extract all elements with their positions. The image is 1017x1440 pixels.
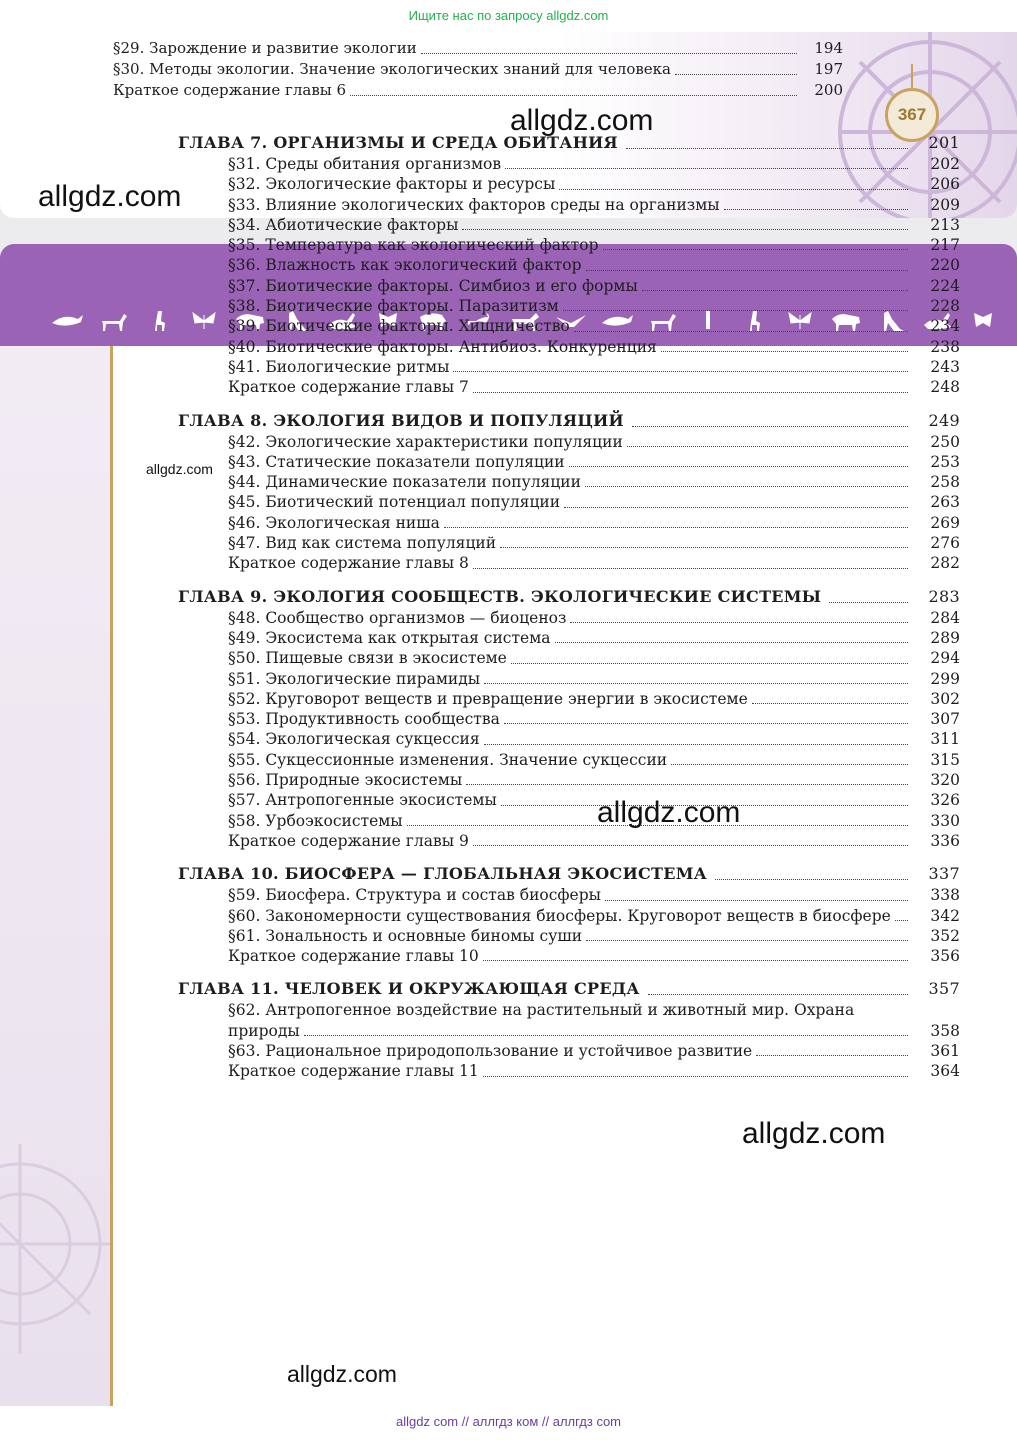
page-number: 320 [930,771,960,790]
toc-entry[interactable] [228,811,960,831]
toc-entry[interactable] [228,255,960,275]
section-list [178,885,960,966]
toc-entry[interactable] [228,831,960,851]
leader-dots [586,939,908,941]
section-title: §56. Природные экосистемы [228,771,463,790]
leader-dots [504,722,908,724]
section-title: §37. Биотические факторы. Симбиоз и его формы [228,276,638,295]
chapter-gap [178,398,960,410]
section-list [178,432,960,574]
section-title: §58. Урбоэкосистемы [228,811,403,830]
page-number: 209 [930,195,960,214]
leader-dots [724,208,908,210]
previous-toc [113,38,843,101]
section-title: Краткое содержание главы 10 [228,947,479,966]
toc-entry[interactable] [228,628,960,648]
page-number: 224 [930,276,960,295]
page-number: 289 [930,628,960,647]
chapter-heading[interactable] [178,410,960,432]
leader-dots [895,919,908,921]
toc-entry[interactable] [228,1021,960,1041]
toc-entry[interactable]: Краткое содержание главы 6 200 [113,81,843,99]
page-number: 364 [930,1062,960,1081]
section-title: Краткое содержание главы 8 [228,554,469,573]
chapter-heading[interactable] [178,863,960,885]
toc-entry-wrapped-line[interactable]: §62. Антропогенное воздействие на растительный и животный мир. Охрана [228,1001,855,1020]
watermark: allgdz.com [510,104,654,137]
section-list [178,1000,960,1081]
toc-entry[interactable] [228,174,960,194]
section-title: §60. Закономерности существования биосферы. Круговорот веществ в биосфере [228,906,891,925]
gold-margin-rule [110,346,113,1406]
chapter-heading[interactable] [178,586,960,608]
table-of-contents [178,132,960,1082]
section-title: §50. Пищевые связи в экосистеме [228,649,507,668]
toc-entry[interactable] [228,195,960,215]
toc-entry[interactable] [228,296,960,316]
page-number: 357 [928,979,960,999]
page-number: 276 [930,534,960,553]
page-number: 299 [930,669,960,688]
watermark: allgdz.com [146,461,213,477]
chapter-title: ГЛАВА 10. БИОСФЕРА — ГЛОБАЛЬНАЯ ЭКОСИСТЕМА [178,864,708,884]
page-number: 234 [930,317,960,336]
page-number: 217 [930,236,960,255]
toc-entry[interactable] [228,513,960,533]
page-number: 330 [930,811,960,830]
toc-entry[interactable] [228,750,960,770]
leader-dots [626,147,908,149]
page-number: 284 [930,608,960,627]
section-title: Краткое содержание главы 9 [228,831,469,850]
leader-dots [483,1075,908,1077]
toc-entry[interactable] [228,906,960,926]
toc-entry[interactable] [228,946,960,966]
page-number: 302 [930,689,960,708]
page-number: 248 [930,378,960,397]
leader-dots [473,567,908,569]
leader-dots [505,167,908,169]
page-number: 294 [930,649,960,668]
page-number: 337 [928,864,960,884]
dolphin-icon [50,309,84,333]
page-number: 243 [930,357,960,376]
section-title: §45. Биотический потенциал популяции [228,493,561,512]
page-number: 263 [930,493,960,512]
watermark: allgdz.com [38,180,182,213]
toc-entry[interactable] [228,729,960,749]
page-number: 307 [930,710,960,729]
toc-entry[interactable] [228,1041,960,1061]
section-title: §46. Экологическая ниша [228,513,440,532]
section-title: §48. Сообщество организмов — биоценоз [228,608,567,627]
page-number: 220 [930,256,960,275]
page-number: 258 [930,473,960,492]
page-number: 338 [930,886,960,905]
section-title: §49. Экосистема как открытая система [228,628,551,647]
page-number: 201 [928,133,960,152]
toc-entry[interactable] [228,533,960,553]
toc-entry[interactable] [228,608,960,628]
leader-dots [715,878,908,880]
leader-dots [574,330,908,332]
chapter-title: ГЛАВА 7. ОРГАНИЗМЫ И СРЕДА ОБИТАНИЯ [178,133,618,152]
chapter-title: ГЛАВА 8. ЭКОЛОГИЯ ВИДОВ И ПОПУЛЯЦИЙ [178,410,624,430]
section-title: §57. Антропогенные экосистемы [228,791,497,810]
leader-dots [648,993,908,995]
moth-icon [966,309,1000,333]
toc-entry[interactable] [228,926,960,946]
page-number-badge: 367 [885,88,939,142]
section-title: §34. Абиотические факторы [228,215,459,234]
leader-dots [627,445,908,447]
page-number: 238 [930,337,960,356]
section-title: §32. Экологические факторы и ресурсы [228,175,556,194]
giraffe-icon [142,309,176,333]
watermark: allgdz.com [742,1117,886,1150]
leader-dots [484,743,908,745]
leader-dots [466,783,908,785]
section-title: §63. Рациональное природопользование и устойчивое развитие [228,1041,753,1060]
leader-dots [444,526,908,528]
section-title: §55. Сукцессионные изменения. Значение сукцессии [228,750,668,769]
toc-entry[interactable] [228,885,960,905]
leader-dots [569,465,908,467]
page-number: 356 [930,947,960,966]
chapter-heading[interactable] [178,132,960,154]
watermark: allgdz.com [287,1361,397,1387]
page-number: 326 [930,791,960,810]
section-title: §51. Экологические пирамиды [228,669,481,688]
page-number: 202 [930,155,960,173]
toc-entry[interactable] [228,492,960,512]
toc-entry[interactable] [228,316,960,336]
leader-dots [564,506,908,508]
page-number: 342 [930,906,960,925]
bottom-banner[interactable]: allgdz com // аллгдз ком // аллгдз com [0,1406,1017,1440]
toc-entry[interactable] [228,337,960,357]
chapter-gap [178,574,960,586]
toc-entry[interactable] [228,472,960,492]
toc-entry[interactable] [228,689,960,709]
watermark: allgdz.com [597,796,741,829]
section-title: §44. Динамические показатели популяции [228,473,581,492]
leader-dots [483,959,908,961]
deer-icon [96,309,130,333]
toc-entry[interactable]: §30. Методы экологии. Значение экологических знаний для человека 197 [113,60,843,78]
page-number: 361 [930,1041,960,1060]
leader-dots [661,350,908,352]
leader-dots [462,228,908,230]
leader-dots [585,485,908,487]
leader-dots [304,1034,908,1036]
section-title: Краткое содержание главы 7 [228,378,469,397]
page-number: 228 [930,297,960,316]
chapter-title: ГЛАВА 11. ЧЕЛОВЕК И ОКРУЖАЮЩАЯ СРЕДА [178,979,640,999]
section-title: §36. Влажность как экологический фактор [228,256,582,275]
page-number: 253 [930,452,960,471]
page-number: 315 [930,750,960,769]
section-list [178,608,960,852]
leader-dots [570,621,908,623]
page-number: 311 [930,730,960,749]
section-title: §31. Среды обитания организмов [228,155,502,173]
page-number: 283 [928,586,960,606]
leader-dots [752,702,908,704]
page-number: 206 [930,175,960,194]
leader-dots [632,425,908,427]
section-title: §41. Биологические ритмы [228,357,450,376]
toc-entry[interactable] [228,1061,960,1081]
page-number: 336 [930,831,960,850]
leader-dots [473,844,908,846]
section-title: §42. Экологические характеристики популяции [228,432,623,451]
section-title: §38. Биотические факторы. Паразитизм [228,297,559,316]
section-title: §35. Температура как экологический фактор [228,236,599,255]
section-title: §43. Статические показатели популяции [228,452,565,471]
leader-dots [511,662,908,664]
leader-dots [671,763,908,765]
section-title: §61. Зональность и основные биномы суши [228,926,583,945]
compass-decoration-icon [0,1064,112,1364]
section-title: §54. Экологическая сукцессия [228,730,480,749]
chapter-title: ГЛАВА 9. ЭКОЛОГИЯ СООБЩЕСТВ. ЭКОЛОГИЧЕСКИЕ СИСТЕМЫ [178,586,822,606]
toc-entry[interactable] [228,669,960,689]
leader-dots [829,601,908,603]
leader-dots [586,269,909,271]
leader-dots [642,289,908,291]
leader-dots [473,391,908,393]
toc-entry[interactable] [228,235,960,255]
section-title: §59. Биосфера. Структура и состав биосферы [228,886,601,905]
leader-dots [484,682,908,684]
toc-entry[interactable] [228,377,960,397]
page-number: 352 [930,926,960,945]
section-title: §40. Биотические факторы. Антибиоз. Конкуренция [228,337,657,356]
page-number: 250 [930,432,960,451]
chapter-heading[interactable] [178,978,960,1000]
section-title: Краткое содержание главы 11 [228,1062,479,1081]
chapter-gap [178,851,960,863]
leader-dots [559,188,908,190]
section-title: §39. Биотические факторы. Хищничество [228,317,570,336]
leader-dots [500,546,908,548]
page-number: 213 [930,215,960,234]
section-title: §53. Продуктивность сообщества [228,710,500,729]
toc-entry[interactable] [228,553,960,573]
section-title: §52. Круговорот веществ и превращение энергии в экосистеме [228,689,748,708]
section-title: §33. Влияние экологических факторов среды на организмы [228,195,720,214]
toc-entry[interactable] [228,648,960,668]
leader-dots [756,1054,908,1056]
toc-entry[interactable] [228,432,960,452]
leader-dots [563,309,908,311]
toc-entry[interactable] [228,215,960,235]
section-list [178,154,960,398]
leader-dots [605,899,908,901]
section-title: §47. Вид как система популяций [228,534,497,553]
toc-entry[interactable] [228,276,960,296]
top-banner[interactable]: Ищите нас по запросу allgdz.com [0,0,1017,32]
page-number: 282 [930,554,960,573]
toc-entry[interactable] [228,709,960,729]
toc-entry[interactable] [228,790,960,810]
toc-entry[interactable]: §29. Зарождение и развитие экологии 194 [113,39,843,57]
toc-entry[interactable] [228,154,960,174]
leader-dots [453,370,908,372]
toc-entry[interactable] [228,357,960,377]
page-number: 269 [930,513,960,532]
page-number: 358 [930,1021,960,1040]
page-number: 249 [928,410,960,430]
toc-entry[interactable] [228,452,960,472]
toc-entry[interactable] [228,770,960,790]
section-title: природы [228,1021,300,1040]
leader-dots [555,641,908,643]
leader-dots [603,248,909,250]
chapter-gap [178,966,960,978]
